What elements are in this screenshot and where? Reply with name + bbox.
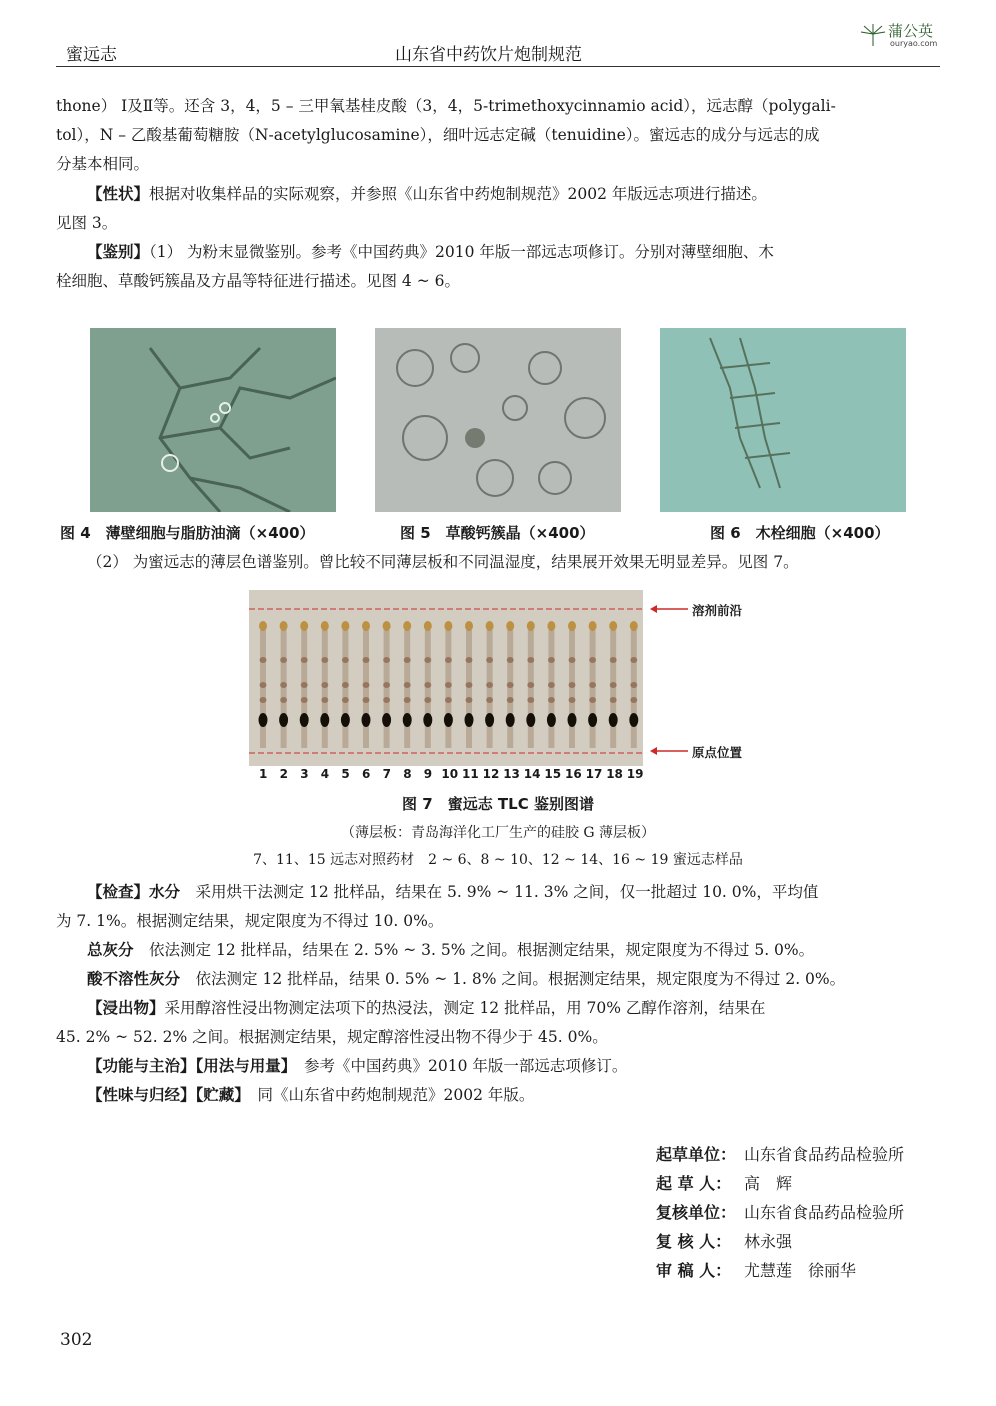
signoff-key: 审 稿 人：: [656, 1261, 732, 1280]
running-section-title: 蜜远志: [66, 45, 117, 65]
tlc-lane-number: 16: [565, 767, 582, 781]
figure-4-micrograph: [90, 328, 336, 512]
paragraph-components: [56, 92, 940, 179]
text-line: 同《山东省中药炮制规范》2002 年版。: [257, 1086, 535, 1104]
tlc-lane-number: 5: [341, 767, 350, 781]
signoff-value: 尤慧莲 徐丽华: [744, 1261, 857, 1280]
tlc-lane-number: 8: [403, 767, 412, 781]
tlc-lane-number: 7: [382, 767, 391, 781]
text-line: tol），N – 乙酸基葡萄糖胺（N-acetylglucosamine），细叶远志定碱（tenuidine）。蜜远志的成分与远志的成: [56, 126, 820, 144]
tlc-lane-number: 15: [544, 767, 562, 781]
paragraph-moisture: [56, 878, 940, 936]
paragraph-properties: [56, 180, 940, 238]
paragraph-total-ash: [56, 936, 940, 965]
text-line: 见图 3。: [56, 214, 118, 232]
text-line: 采用醇溶性浸出物测定法项下的热浸法，测定 12 批样品，用 70% 乙醇作溶剂，结果在: [164, 999, 766, 1017]
dandelion-logo-icon: [858, 22, 888, 48]
tlc-lane-number: 4: [320, 767, 330, 781]
section-tag: 【鉴别】: [87, 243, 150, 261]
paragraph-function-usage: [56, 1052, 940, 1081]
signoff-key: 复核单位：: [656, 1203, 737, 1222]
signoff-key: 起草单位：: [656, 1145, 737, 1164]
section-tag: 酸不溶性灰分: [87, 970, 181, 988]
signoff-row: [656, 1171, 956, 1194]
signoff-row: [656, 1200, 956, 1223]
text-line: 依法测定 12 批样品，结果 0. 5% ~ 1. 8% 之间。根据测定结果，规定限度为不得过 2. 0%。: [195, 970, 846, 988]
tlc-lane-number: 11: [462, 767, 479, 781]
figure-7-note-plate: （薄层板：青岛海洋化工厂生产的硅胶 G 薄层板）: [340, 825, 656, 841]
section-tag: 【性味与归经】【贮藏】: [87, 1086, 243, 1104]
tlc-lane-number: 9: [423, 767, 433, 781]
tlc-lane-number: 19: [626, 767, 644, 781]
text-line: 栓细胞、草酸钙簇晶及方晶等特征进行描述。见图 4 ~ 6。: [56, 272, 460, 290]
section-tag: 【功能与主治】【用法与用量】: [87, 1057, 289, 1075]
signoff-value: 山东省食品药品检验所: [744, 1203, 905, 1222]
tlc-pointer-arrows: [648, 600, 698, 760]
tlc-lane-number: 10: [441, 767, 459, 781]
figure-7-note-samples: 7、11、15 远志对照药材 2 ~ 6、8 ~ 10、12 ~ 14、16 ~ 19 蜜远志样品: [253, 852, 743, 868]
section-tag: 【性状】: [87, 185, 150, 203]
signoff-value: 林永强: [744, 1232, 793, 1251]
text-line: 采用烘干法测定 12 批样品，结果在 5. 9% ~ 11. 3% 之间，仅一批超过 10. 0%，平均值: [195, 883, 819, 901]
tlc-lane-number: 18: [606, 767, 623, 781]
text-line: thone） Ⅰ及Ⅱ等。还含 3，4，5 – 三甲氧基桂皮酸（3，4，5-trimethoxycinnamio acid），远志醇（polygali-: [56, 97, 836, 115]
paragraph-nature-storage: [56, 1081, 940, 1110]
signoff-key: 起 草 人：: [656, 1174, 732, 1193]
tlc-lane-number: 3: [300, 767, 309, 781]
tlc-lane-number: 12: [482, 767, 500, 781]
tlc-plate: [249, 590, 643, 766]
signoff-value: 高 辉: [744, 1174, 793, 1193]
paragraph-acid-insoluble-ash: [56, 965, 940, 994]
solvent-front-label: 溶剂前沿: [692, 603, 743, 618]
origin-label: 原点位置: [692, 745, 743, 760]
section-tag: 总灰分: [87, 941, 134, 959]
figure-5-micrograph: [375, 328, 621, 512]
signoff-value: 山东省食品药品检验所: [744, 1145, 905, 1164]
logo-url: ouryao.com: [890, 39, 938, 48]
figure-7-caption: 图 7 蜜远志 TLC 鉴别图谱: [402, 795, 594, 813]
page-number: 302: [60, 1330, 93, 1350]
section-tag: 【检查】水分: [87, 883, 181, 901]
running-book-title: 山东省中药饮片炮制规范: [395, 45, 582, 65]
text-line: 分基本相同。: [56, 155, 150, 173]
signoff-row: [656, 1142, 956, 1165]
figure-4-caption: 图 4 薄壁细胞与脂肪油滴（×400）: [60, 524, 315, 542]
text-line: 45. 2% ~ 52. 2% 之间。根据测定结果，规定醇溶性浸出物不得少于 45. 0%。: [56, 1028, 608, 1046]
text-line: 为 7. 1%。根据测定结果，规定限度为不得过 10. 0%。: [56, 912, 444, 930]
logo-text: 蒲公英: [888, 22, 934, 40]
header-rule: [56, 66, 940, 67]
tlc-lane-number: 14: [523, 767, 541, 781]
section-tag: 【浸出物】: [87, 999, 165, 1017]
figure-5-caption: 图 5 草酸钙簇晶（×400）: [400, 524, 595, 542]
figure-6-caption: 图 6 木栓细胞（×400）: [710, 524, 890, 542]
figure-6-micrograph: [660, 328, 906, 512]
signoff-row: [656, 1229, 956, 1252]
text-line: 参考《中国药典》2010 年版一部远志项修订。: [304, 1057, 628, 1075]
tlc-lane-number: 13: [503, 767, 520, 781]
paragraph-extract: [56, 994, 940, 1052]
tlc-plate-image: [249, 590, 643, 766]
tlc-lane-number: 17: [585, 767, 603, 781]
signoff-key: 复 核 人：: [656, 1232, 732, 1251]
text-line: （1） 为粉末显微鉴别。参考《中国药典》2010 年版一部远志项修订。分别对薄壁细胞、木: [149, 243, 774, 261]
tlc-lane-number: 2: [279, 767, 288, 781]
paragraph-tlc-intro: [56, 548, 940, 577]
tlc-lane-number: 1: [259, 767, 268, 781]
signoff-row: [656, 1258, 956, 1281]
tlc-lane-number: 6: [362, 767, 371, 781]
paragraph-identification: [56, 238, 940, 296]
text-line: 依法测定 12 批样品，结果在 2. 5% ~ 3. 5% 之间。根据测定结果，规定限度为不得过 5. 0%。: [149, 941, 815, 959]
text-line: 根据对收集样品的实际观察，并参照《山东省中药炮制规范》2002 年版远志项进行描述。: [149, 185, 767, 203]
text-line: （2） 为蜜远志的薄层色谱鉴别。曾比较不同薄层板和不同温湿度，结果展开效果无明显差异。见图 7。: [87, 553, 799, 571]
